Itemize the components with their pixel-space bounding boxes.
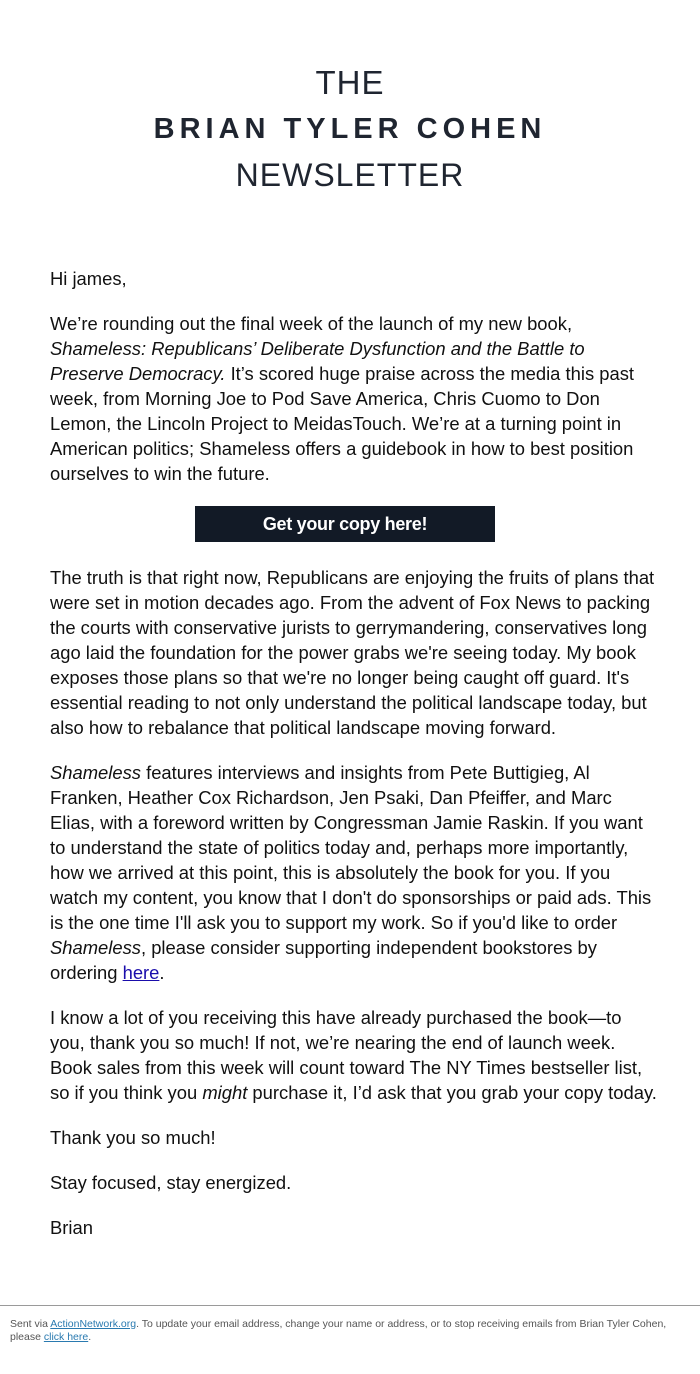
email-footer (10, 1318, 680, 1344)
footer-middle: . To update your email address, change your name or address, or to stop receiving emails from Brian Tyler Cohen, please (10, 1318, 667, 1343)
signature: Brian (50, 1217, 93, 1238)
purchase-text-b: purchase it, I’d ask that you grab your copy today. (247, 1082, 657, 1103)
footer-divider (0, 1305, 700, 1306)
cta-container (40, 506, 650, 542)
masthead-the: THE (315, 64, 385, 101)
might-emphasis: might (202, 1082, 248, 1103)
newsletter-masthead (0, 60, 700, 198)
paragraph-truth: The truth is that right now, Republicans are enjoying the fruits of plans that were set in motion decades ago. From the advent of Fox News to packing the courts with conservative jurists to gerrymandering, conservatives long ago laid the foundation for the power grabs we're seeing today. My book exposes those plans so that we're no longer being caught off guard. It's essential reading to not only understand the political landscape today, but also how to rebalance that political landscape moving forward. (50, 567, 655, 738)
features-text-b: , please consider supporting independent bookstores by ordering (50, 937, 597, 983)
paragraph-features (50, 760, 660, 985)
features-text-a: features interviews and insights from Pete Buttigieg, Al Franken, Heather Cox Richardson, Jen Psaki, Dan Pfeiffer, and Marc Elias, with a foreword written by Congressman Jamie Raskin. If you want to understand the state of politics today and, perhaps more importantly, how we arrived at this point, this is absolutely the book for you. If you watch my content, you know that I don't do sponsorships or paid ads. This is the one time I'll ask you to support my work. So if you'd like to order (50, 762, 652, 933)
features-text-c: . (159, 962, 165, 983)
intro-text-a: We’re rounding out the final week of the launch of my new book, (50, 313, 573, 334)
masthead-name: BRIAN TYLER COHEN (153, 113, 547, 145)
footer-prefix: Sent via (10, 1318, 51, 1330)
footer-suffix: . (88, 1331, 92, 1343)
email-body (50, 266, 660, 1260)
signoff-line: Stay focused, stay energized. (50, 1172, 292, 1193)
book-title-short: Shameless (50, 762, 141, 783)
book-title: Shameless: Republicans’ Deliberate Dysfunction and the Battle to Preserve Democracy. (50, 338, 585, 384)
paragraph-intro (50, 311, 660, 486)
unsubscribe-link[interactable]: click here (43, 1331, 89, 1343)
book-title-short-2: Shameless (50, 937, 141, 958)
masthead-newsletter: NEWSLETTER (235, 157, 465, 193)
get-copy-button[interactable]: Get your copy here! (195, 506, 495, 542)
purchase-text-a: I know a lot of you receiving this have already purchased the book—to you, thank you so much! If not, we’re nearing the end of launch week. Book sales from this week will count toward The NY Times bestseller list, so if you think you (50, 1007, 643, 1103)
actionnetwork-link[interactable]: ActionNetwork.org (50, 1318, 137, 1330)
paragraph-purchase (50, 1005, 660, 1105)
intro-text-b: It’s scored huge praise across the media this past week, from Morning Joe to Pod Save America, Chris Cuomo to Don Lemon, the Lincoln Project to MeidasTouch. We’re at a turning point in American politics; Shameless offers a guidebook in how to best position ourselves to win the future. (50, 363, 635, 484)
greeting: Hi james, (50, 268, 127, 289)
order-here-link[interactable]: here (122, 962, 160, 983)
thanks-line: Thank you so much! (50, 1127, 216, 1148)
